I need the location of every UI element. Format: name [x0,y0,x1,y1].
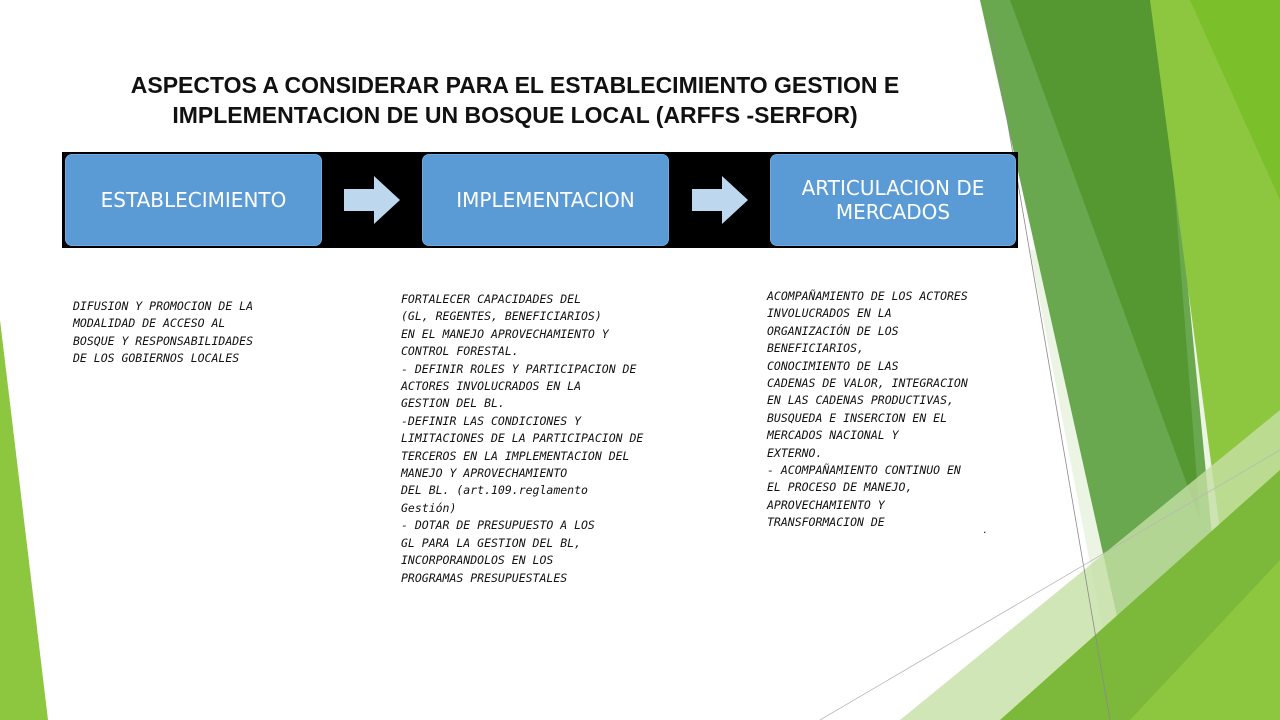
process-flow-band [62,152,1018,248]
stage-implementacion [422,154,669,246]
establecimiento-description: DIFUSION Y PROMOCION DE LA MODALIDAD DE ACCESO AL BOSQUE Y RESPONSABILIDADES DE LOS GOBIERNOS LOCALES [73,299,254,366]
stage-establecimiento [65,154,322,246]
left-green-wedge [0,320,48,720]
arrow-right-icon [692,176,748,224]
stage-mercados-label-line-2: MERCADOS [835,200,951,224]
page-title [40,70,990,130]
implementacion-description: FORTALECER CAPACIDADES DEL (GL, REGENTES, BENEFICIARIOS) EN EL MANEJO APROVECHAMIENTO Y CONTROL FORESTAL. - DEFINIR ROLES Y PARTICIPACION DE ACTORES INVOLUCRADOS EN LA GESTION DEL BL. -DEFINIR LAS CONDICIONES Y LIMITACIONES DE LA PARTICIPACION DE TERCEROS EN LA IMPLEMENTACION DEL MANEJO Y APROVECHAMIENTO DEL BL. (art.109.reglamento Gestión) - DOTAR DE PRESUPUESTO A LOS GL PARA LA GESTION DEL BL, INCORPORANDOLOS EN LOS PROGRAMAS PRESUPUESTALES [401,292,644,585]
stage-establecimiento-label: ESTABLECIMIENTO [100,188,287,212]
stage-implementacion-label: IMPLEMENTACION [456,188,635,212]
stage-mercados-label-line-1: ARTICULACION DE [801,176,985,200]
page-title-line-2: IMPLEMENTACION DE UN BOSQUE LOCAL (ARFFS -SERFOR) [172,102,858,128]
arrow-right-icon [344,176,400,224]
page-title-line-1: ASPECTOS A CONSIDERAR PARA EL ESTABLECIMIENTO GESTION E [130,72,900,98]
stage-articulacion-mercados [770,154,1016,246]
trailing-period: . [983,522,987,536]
mercados-description: ACOMPAÑAMIENTO DE LOS ACTORES INVOLUCRADOS EN LA ORGANIZACIÓN DE LOS BENEFICIARIOS, CONOCIMIENTO DE LAS CADENAS DE VALOR, INTEGRACION EN LAS CADENAS PRODUCTIVAS, BUSQUEDA E INSERCION EN EL MERCADOS NACIONAL Y EXTERNO. - ACOMPAÑAMIENTO CONTINUO EN EL PROCESO DE MANEJO, APROVECHAMIENTO Y TRANSFORMACION DE [767,289,968,530]
